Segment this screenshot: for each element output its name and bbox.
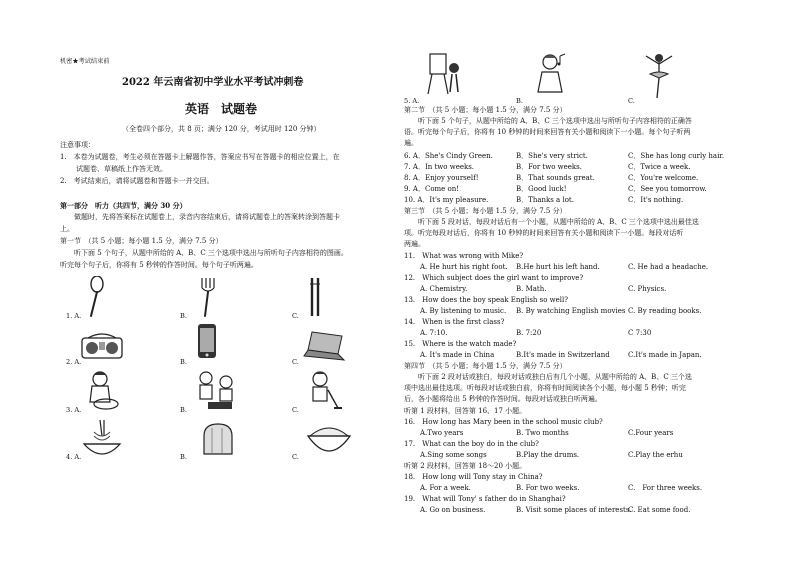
section2-instructions: 听下面 5 个句子，从题中所给的 A、B、C 三个选项中选出与所听句子内容相符的正确答 xyxy=(418,117,692,125)
q14-option-a: A. 7:10. xyxy=(420,329,448,337)
section2-heading: 第二节 （共 5 小题；每小题 1.5 分，满分 7.5 分） xyxy=(404,106,567,114)
material1-label: 听第 1 段材料，回答第 16、17 小题。 xyxy=(404,407,527,415)
q13-question: 13. How does the boy speak English so well? xyxy=(404,296,569,304)
q6-option-c: C．She has long curly hair. xyxy=(628,152,725,160)
q5-option-a: 5. A. xyxy=(404,97,420,105)
q17-option-a: A.Sing some songs xyxy=(420,451,487,459)
q10-option-c: C．It's nothing. xyxy=(628,196,684,204)
notes-item-1: 1. 本卷为试题卷，考生必须在答题卡上解题作答，答案应书写在答题卡的相应位置上，在 xyxy=(60,153,340,161)
q1-option-b: B. xyxy=(180,312,187,320)
q19-option-a: A. Go on business. xyxy=(420,506,486,514)
part1-intro-cont: 上。 xyxy=(60,225,74,233)
exam-info: （全卷四个部分，共 8 页；满分 120 分，考试用时 120 分钟） xyxy=(122,125,321,133)
subject-title: 英语 试题卷 xyxy=(185,102,258,116)
section4-instructions: 听下面 2 段对话或独白，每段对话或独白后有几个小题，从题中所给的 A、B、C 三个选 xyxy=(418,373,692,381)
q4-option-c: C. xyxy=(292,453,299,461)
q4-option-b: B. xyxy=(180,453,187,461)
spoon-icon xyxy=(82,276,112,318)
chopsticks-icon xyxy=(304,276,326,318)
q13-option-c: C. By reading books. xyxy=(628,307,702,315)
rice-bowl-icon xyxy=(304,418,354,460)
q6-option-a: 6. A．She's Cindy Green. xyxy=(404,152,493,160)
section2-instructions-end: 遍。 xyxy=(404,139,418,147)
section3-instructions-cont: 项。听完每段对话后，你将有 10 秒钟的时间来回答有关小题和阅读下一小题。每段对话听 xyxy=(404,229,684,237)
q7-option-a: 7. A．In two weeks. xyxy=(404,163,475,171)
q18-option-c: C. For three weeks. xyxy=(628,484,703,492)
q11-question: 11. What was wrong with Mike? xyxy=(404,252,524,260)
section2-instructions-cont: 语。听完每个句子后，你将有 10 秒钟的时间来回答有关小题和阅读下一小题。每个句子听两 xyxy=(404,128,691,136)
q16-question: 16. How long has Mary been in the school music club? xyxy=(404,418,603,426)
q3-option-a: 3. A. xyxy=(66,406,82,414)
boy-sweeping-icon xyxy=(304,370,344,412)
q10-option-a: 10. A．It's my pleasure. xyxy=(404,196,489,204)
bread-icon xyxy=(196,418,240,458)
page-title: 2022 年云南省初中学业水平考试冲刺卷 xyxy=(122,77,304,88)
q11-option-c: C. He had a headache. xyxy=(628,263,709,271)
section4-instructions-cont: 项中选出最佳选项。听每段对话或独白前，你将有时间阅读各个小题，每小题 5 秒钟；听完 xyxy=(404,384,686,392)
q7-option-c: C．Twice a week. xyxy=(628,163,691,171)
q11-option-a: A. He hurt his right foot. xyxy=(420,263,508,271)
q12-question: 12. Which subject does the girl want to improve? xyxy=(404,274,584,282)
q12-option-a: A. Chemistry. xyxy=(420,285,468,293)
q9-option-a: 9. A．Come on! xyxy=(404,185,460,193)
q6-option-b: B．She's very strict. xyxy=(516,152,588,160)
painting-icon xyxy=(426,52,464,96)
part1-intro: 做题时，先将答案标在试题卷上，录音内容结束后，请将试题卷上的答案转涂到答题卡 xyxy=(74,213,340,221)
q17-question: 17. What can the boy do in the club? xyxy=(404,440,539,448)
q7-option-b: B．For two weeks. xyxy=(516,163,582,171)
q13-option-b: B. By watching English movies xyxy=(516,307,626,315)
cooking-girl-icon xyxy=(82,370,122,412)
q12-option-c: C. Physics. xyxy=(628,285,667,293)
part1-heading: 第一部分 听力（共四节，满分 30 分） xyxy=(60,201,187,210)
q12-option-b: B. Math. xyxy=(516,285,547,293)
q14-option-b: B. 7:20 xyxy=(516,329,542,337)
q2-option-a: 2. A. xyxy=(66,358,82,366)
section1-instructions-cont: 听完每个句子后，你将有 5 秒钟的作答时间。每个句子听两遍。 xyxy=(60,261,258,269)
q16-option-a: A.Two years xyxy=(420,429,464,437)
notes-heading: 注意事项： xyxy=(60,141,95,149)
section3-heading: 第三节 （共 5 小题；每小题 1.5 分，满分 7.5 分） xyxy=(404,207,567,215)
q19-option-c: C. Eat some food. xyxy=(628,506,691,514)
section4-instructions-end: 后，各小题将给出 5 秒钟的作答时间。每段对话或独白听两遍。 xyxy=(404,395,602,403)
q13-option-a: A. By listening to music. xyxy=(420,307,507,315)
section3-instructions: 听下面 5 段对话，每段对话后有一个小题，从题中所给的 A、B、C 三个选项中选出最佳选 xyxy=(418,218,699,226)
q16-option-c: C.Four years xyxy=(628,429,674,437)
section4-heading: 第四节 （共 5 小题；每小题 1.5 分，满分 7.5 分） xyxy=(404,362,567,370)
q18-question: 18. How long will Tony stay in China? xyxy=(404,473,543,481)
q17-option-b: B.Play the drums. xyxy=(516,451,580,459)
radio-icon xyxy=(80,330,124,360)
dancing-icon xyxy=(642,52,676,100)
q17-option-c: C.Play the erhu xyxy=(628,451,683,459)
q16-option-b: B. Two months xyxy=(516,429,569,437)
q18-option-b: B. For two weeks. xyxy=(516,484,580,492)
confidential-label: 机密★考试结束前 xyxy=(60,58,110,65)
q5-option-c: C. xyxy=(628,97,635,105)
laptop-icon xyxy=(302,330,346,362)
notes-item-2: 2. 考试结束后，请将试题卷和答题卡一并交回。 xyxy=(60,177,214,185)
q9-option-c: C．See you tomorrow. xyxy=(628,185,707,193)
q15-option-b: B.It's made in Switzerland xyxy=(516,351,610,359)
notes-item-1-cont: 试题卷、草稿纸上作答无效。 xyxy=(76,165,167,173)
q15-question: 15. Where is the watch made? xyxy=(404,340,517,348)
q14-question: 14. When is the first class? xyxy=(404,318,505,326)
phone-icon xyxy=(196,322,218,360)
noodles-icon xyxy=(80,418,124,462)
q10-option-b: B．Thanks a lot. xyxy=(516,196,574,204)
singing-icon xyxy=(532,52,568,96)
q19-option-b: B. Visit some places of interests. xyxy=(516,506,632,514)
q19-question: 19. What will Tony' s father do in Shanghai? xyxy=(404,495,566,503)
section1-heading: 第一节 （共 5 小题；每小题 1.5 分，满分 7.5 分） xyxy=(60,237,223,245)
q2-option-b: B. xyxy=(180,358,187,366)
q5-option-b: B. xyxy=(516,97,523,105)
q8-option-a: 8. A．Enjoy yourself! xyxy=(404,174,479,182)
q1-option-c: C. xyxy=(292,312,299,320)
section1-instructions: 听下面 5 个句子，从题中所给的 A、B、C 三个选项中选出与所听句子内容相符的图画。 xyxy=(74,249,348,257)
q18-option-a: A. For a week. xyxy=(420,484,471,492)
q11-option-b: B.He hurt his left hand. xyxy=(516,263,600,271)
q15-option-a: A. It's made in China xyxy=(420,351,495,359)
q8-option-b: B．That sounds great. xyxy=(516,174,595,182)
q3-option-c: C. xyxy=(292,406,299,414)
q4-option-a: 4. A. xyxy=(66,453,82,461)
q2-option-c: C. xyxy=(292,358,299,366)
q14-option-c: C 7:30 xyxy=(628,329,652,337)
q3-option-b: B. xyxy=(180,406,187,414)
q9-option-b: B．Good luck! xyxy=(516,185,567,193)
cleaning-kids-icon xyxy=(194,370,240,412)
section3-instructions-end: 两遍。 xyxy=(404,240,425,248)
q15-option-c: C.It's made in Japan. xyxy=(628,351,702,359)
fork-icon xyxy=(192,276,222,318)
material2-label: 听第 2 段材料，回答第 18～20 小题。 xyxy=(404,462,527,470)
q1-option-a: 1. A. xyxy=(66,312,82,320)
q8-option-c: C．You're welcome. xyxy=(628,174,699,182)
